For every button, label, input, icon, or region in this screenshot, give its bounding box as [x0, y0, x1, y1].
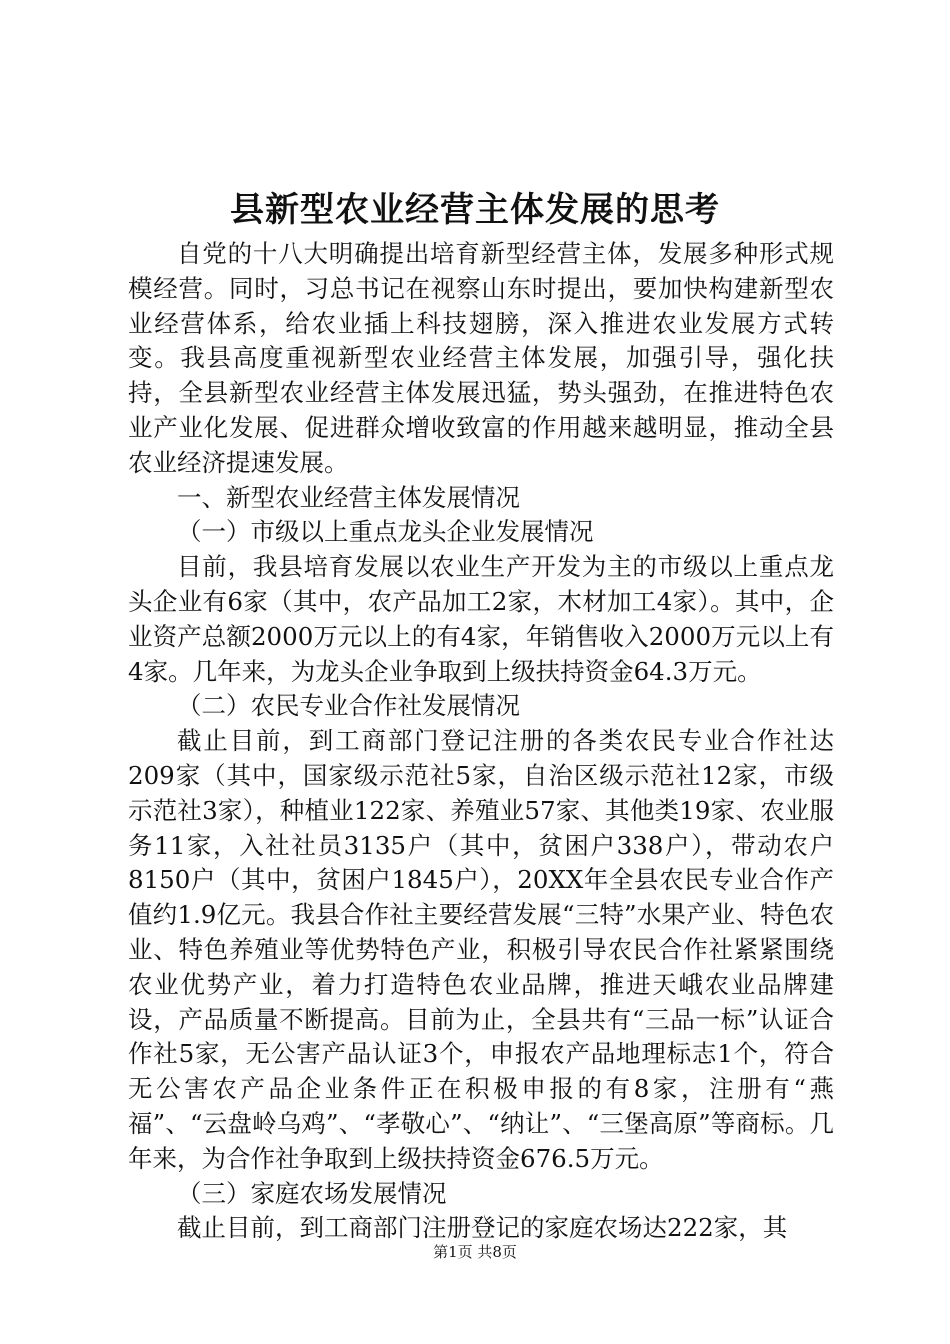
paragraph-family-farms: 截止目前，到工商部门注册登记的家庭农场达222家，其	[177, 1213, 788, 1243]
paragraph-cooperatives: 截止目前，到工商部门登记注册的各类农民专业合作社达209家（其中，国家级示范社5家，自治区级示范社12家，市级示范社3家），种植业122家、养殖业57家、其他类19家、农业服务11家，入社社员3135户（其中，贫困户338户），带动农户8150户（其中，贫困户1845户），20XX年全县农民专业合作产值约1.9亿元。我县合作社主要经营发展“三特”水果产业、特色农业、特色养殖业等优势特色产业，积极引导农民合作社紧紧围绕农业优势产业，着力打造特色农业品牌，推进天峨农业品牌建设，产品质量不断提高。目前为止，全县共有“三品一标”认证合作社5家，无公害产品认证3个，申报农产品地理标志1个，符合无公害农产品企业条件正在积极申报的有8家，注册有“燕福”、“云盘岭乌鸡”、“孝敬心”、“纳让”、“三堡高原”等商标。几年来，为合作社争取到上级扶持资金676.5万元。	[128, 726, 834, 1173]
page-footer: 第1页 共8页	[433, 1243, 517, 1261]
subsection-heading-2: （二）农民专业合作社发展情况	[177, 691, 520, 721]
subsection-heading-1: （一）市级以上重点龙头企业发展情况	[177, 517, 594, 547]
document-title: 县新型农业经营主体发展的思考	[230, 190, 720, 230]
document-body	[128, 237, 834, 1246]
section-heading-1: 一、新型农业经营主体发展情况	[177, 482, 520, 512]
subsection-heading-3: （三）家庭农场发展情况	[177, 1178, 447, 1208]
intro-paragraph: 自党的十八大明确提出培育新型经营主体，发展多种形式规模经营。同时，习总书记在视察山东时提出，要加快构建新型农业经营体系，给农业插上科技翅膀，深入推进农业发展方式转变。我县高度重视新型农业经营主体发展，加强引导，强化扶持，全县新型农业经营主体发展迅猛，势头强劲，在推进特色农业产业化发展、促进群众增收致富的作用越来越明显，推动全县农业经济提速发展。	[128, 239, 834, 477]
paragraph-dragon-head-enterprises: 目前，我县培育发展以农业生产开发为主的市级以上重点龙头企业有6家（其中，农产品加工2家，木材加工4家）。其中，企业资产总额2000万元以上的有4家，年销售收入2000万元以上有4家。几年来，为龙头企业争取到上级扶持资金64.3万元。	[128, 552, 834, 686]
